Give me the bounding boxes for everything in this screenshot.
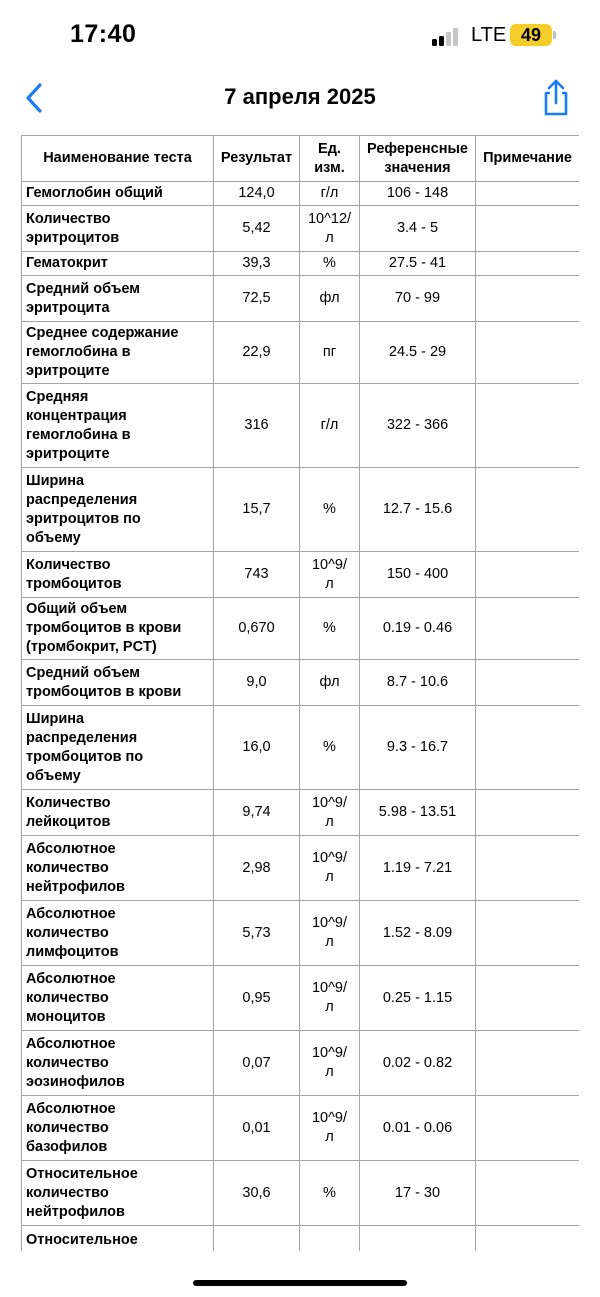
unit-line: %: [323, 1184, 336, 1201]
test-name-cell: [22, 706, 214, 790]
note-cell: [476, 252, 580, 276]
note-cell: [476, 322, 580, 384]
test-name-line: гемоглобина в: [26, 426, 131, 443]
note-cell: [476, 1161, 580, 1226]
unit-line: л: [325, 999, 334, 1015]
result-cell: 743: [214, 552, 300, 598]
unit-line: л: [325, 1064, 334, 1080]
note-cell: [476, 1096, 580, 1161]
column-header-reference: Референсные значения: [360, 136, 476, 182]
unit-line: л: [325, 813, 334, 830]
test-name-cell: [22, 206, 214, 252]
test-name-line: тромбоцитов в крови: [26, 620, 182, 636]
test-name-line: Абсолютное: [26, 970, 116, 987]
test-name-line: базофилов: [26, 1138, 108, 1155]
test-name-cell: [22, 836, 214, 901]
share-button[interactable]: [538, 78, 574, 118]
test-name-line: Количество: [26, 794, 111, 811]
unit-line: г/л: [320, 185, 339, 201]
unit-cell: [300, 276, 360, 322]
column-header-note: Примечание: [476, 136, 580, 182]
table-row: [22, 598, 580, 660]
result-cell: 5,73: [214, 901, 300, 966]
unit-cell: [300, 206, 360, 252]
unit-line: 10^9/: [311, 556, 348, 573]
test-name-line: эритроцитов по: [26, 510, 141, 527]
unit-line: %: [323, 501, 336, 517]
test-name-line: лимфоцитов: [26, 943, 119, 960]
unit-line: л: [325, 229, 334, 246]
result-cell: 9,0: [214, 660, 300, 706]
result-cell: 15,7: [214, 468, 300, 552]
share-icon: [538, 78, 574, 118]
note-cell: [476, 1031, 580, 1096]
network-type: LTE: [471, 24, 507, 46]
table-row: [22, 384, 580, 468]
unit-line: фл: [319, 290, 340, 306]
test-name-cell: [22, 966, 214, 1031]
unit-cell: [300, 1226, 360, 1252]
table-row: [22, 790, 580, 836]
status-bar: [0, 0, 600, 70]
unit-cell: [300, 384, 360, 468]
test-name-line: лейкоцитов: [26, 813, 111, 830]
unit-cell: [300, 1161, 360, 1226]
test-name-line: объему: [26, 767, 81, 784]
unit-line: пг: [322, 344, 337, 360]
note-cell: [476, 598, 580, 660]
table-row: [22, 468, 580, 552]
test-name-line: эритроците: [26, 363, 110, 379]
result-cell: 2,98: [214, 836, 300, 901]
note-cell: [476, 901, 580, 966]
result-cell: 0,01: [214, 1096, 300, 1161]
table-row: [22, 1031, 580, 1096]
test-name-cell: [22, 468, 214, 552]
table-row: [22, 252, 580, 276]
reference-cell: 8.7 - 10.6: [360, 660, 476, 706]
reference-cell: [360, 1226, 476, 1252]
unit-cell: [300, 552, 360, 598]
unit-line: %: [323, 255, 336, 271]
unit-cell: [300, 836, 360, 901]
note-cell: [476, 552, 580, 598]
note-cell: [476, 836, 580, 901]
test-name-line: гемоглобина в: [26, 344, 131, 360]
unit-line: л: [325, 575, 334, 592]
table-row: [22, 552, 580, 598]
test-name-line: Количество: [26, 556, 111, 573]
result-cell: 9,74: [214, 790, 300, 836]
reference-cell: 5.98 - 13.51: [360, 790, 476, 836]
column-header-result: Результат: [214, 136, 300, 182]
test-name-line: эритроците: [26, 445, 110, 462]
result-cell: 0,670: [214, 598, 300, 660]
table-row: [22, 1161, 580, 1226]
test-name-cell: [22, 660, 214, 706]
test-name-line: количество: [26, 859, 109, 876]
test-name-cell: [22, 252, 214, 276]
test-name-line: эозинофилов: [26, 1073, 125, 1090]
test-name-line: Абсолютное: [26, 840, 116, 857]
battery-icon: 49: [510, 24, 552, 46]
unit-line: 10^9/: [311, 1045, 348, 1061]
test-name-line: количество: [26, 924, 109, 941]
unit-cell: [300, 468, 360, 552]
table-row: [22, 322, 580, 384]
unit-cell: [300, 598, 360, 660]
table-header-row: [22, 136, 580, 182]
unit-cell: [300, 1096, 360, 1161]
result-cell: 30,6: [214, 1161, 300, 1226]
results-table-container[interactable]: [21, 135, 579, 1251]
result-cell: 124,0: [214, 182, 300, 206]
table-body: [22, 182, 580, 1252]
test-name-line: распределения: [26, 491, 138, 508]
unit-line: 10^9/: [311, 794, 348, 811]
navigation-bar: [0, 75, 600, 120]
table-row: [22, 182, 580, 206]
test-name-cell: [22, 1226, 214, 1252]
test-name-line: количество: [26, 1184, 109, 1201]
test-name-cell: [22, 790, 214, 836]
test-name-line: тромбоцитов в крови: [26, 683, 182, 700]
signal-strength-icon: [432, 26, 464, 46]
table-row: [22, 706, 580, 790]
table-row: [22, 1226, 580, 1252]
result-cell: 22,9: [214, 322, 300, 384]
table-row: [22, 836, 580, 901]
test-name-line: нейтрофилов: [26, 1203, 125, 1220]
unit-cell: [300, 901, 360, 966]
test-name-line: Количество: [26, 210, 111, 227]
result-cell: 72,5: [214, 276, 300, 322]
reference-cell: 322 - 366: [360, 384, 476, 468]
table-row: [22, 901, 580, 966]
note-cell: [476, 182, 580, 206]
result-cell: [214, 1226, 300, 1252]
unit-line: 10^9/: [311, 915, 348, 931]
test-name-line: тромбоцитов по: [26, 748, 144, 765]
test-name-line: Средняя: [26, 388, 89, 405]
test-name-line: Средний объем: [26, 280, 141, 297]
unit-cell: [300, 660, 360, 706]
note-cell: [476, 206, 580, 252]
result-cell: 0,95: [214, 966, 300, 1031]
test-name-line: Абсолютное: [26, 1035, 116, 1052]
unit-cell: [300, 1031, 360, 1096]
table-row: [22, 660, 580, 706]
column-header-unit: Ед. изм.: [300, 136, 360, 182]
test-name-line: Гемоглобин общий: [26, 185, 163, 201]
reference-cell: 3.4 - 5: [360, 206, 476, 252]
table-row: [22, 966, 580, 1031]
unit-cell: [300, 790, 360, 836]
table-row: [22, 206, 580, 252]
note-cell: [476, 660, 580, 706]
test-name-line: Ширина: [26, 472, 85, 489]
note-cell: [476, 966, 580, 1031]
reference-cell: 0.19 - 0.46: [360, 598, 476, 660]
test-name-line: Средний объем: [26, 664, 141, 681]
result-cell: 5,42: [214, 206, 300, 252]
unit-line: фл: [319, 674, 340, 690]
table-row: [22, 276, 580, 322]
status-time: 17:40: [70, 20, 137, 48]
test-name-cell: [22, 1031, 214, 1096]
column-header-test-name: Наименование теста: [22, 136, 214, 182]
reference-cell: 0.01 - 0.06: [360, 1096, 476, 1161]
table-row: [22, 1096, 580, 1161]
test-name-cell: [22, 901, 214, 966]
test-name-line: Ширина: [26, 710, 85, 727]
reference-cell: 70 - 99: [360, 276, 476, 322]
unit-cell: [300, 182, 360, 206]
unit-cell: [300, 322, 360, 384]
result-cell: 316: [214, 384, 300, 468]
test-name-line: Среднее содержание: [26, 325, 179, 341]
test-name-line: Абсолютное: [26, 1100, 116, 1117]
test-name-cell: [22, 276, 214, 322]
note-cell: [476, 384, 580, 468]
reference-cell: 106 - 148: [360, 182, 476, 206]
test-name-line: (тромбокрит, PCT): [26, 639, 157, 655]
battery-tip: [553, 31, 556, 39]
reference-cell: 12.7 - 15.6: [360, 468, 476, 552]
home-indicator[interactable]: [193, 1280, 407, 1286]
reference-cell: 150 - 400: [360, 552, 476, 598]
unit-cell: [300, 252, 360, 276]
unit-line: 10^9/: [311, 850, 348, 866]
unit-line: 10^12/: [307, 210, 352, 227]
results-table: [21, 135, 579, 1251]
unit-line: 10^9/: [311, 1110, 348, 1126]
test-name-line: эритроцита: [26, 299, 110, 316]
page-title: 7 апреля 2025: [224, 84, 376, 109]
test-name-line: эритроцитов: [26, 229, 120, 246]
test-name-cell: [22, 1096, 214, 1161]
reference-cell: 1.52 - 8.09: [360, 901, 476, 966]
test-name-line: количество: [26, 1054, 109, 1071]
result-cell: 16,0: [214, 706, 300, 790]
reference-cell: 24.5 - 29: [360, 322, 476, 384]
test-name-line: нейтрофилов: [26, 878, 125, 895]
unit-cell: [300, 706, 360, 790]
test-name-line: количество: [26, 989, 109, 1006]
test-name-line: Гематокрит: [26, 255, 108, 271]
test-name-line: объему: [26, 529, 81, 546]
result-cell: 0,07: [214, 1031, 300, 1096]
test-name-line: Абсолютное: [26, 905, 116, 922]
test-name-line: Относительное: [26, 1232, 138, 1248]
reference-cell: 9.3 - 16.7: [360, 706, 476, 790]
test-name-cell: [22, 1161, 214, 1226]
note-cell: [476, 468, 580, 552]
test-name-cell: [22, 552, 214, 598]
unit-line: л: [325, 1129, 334, 1145]
test-name-line: тромбоцитов: [26, 575, 122, 592]
reference-cell: 0.02 - 0.82: [360, 1031, 476, 1096]
unit-line: %: [323, 620, 336, 636]
reference-cell: 1.19 - 7.21: [360, 836, 476, 901]
test-name-cell: [22, 598, 214, 660]
reference-cell: 27.5 - 41: [360, 252, 476, 276]
note-cell: [476, 706, 580, 790]
note-cell: [476, 276, 580, 322]
unit-line: л: [325, 869, 334, 885]
note-cell: [476, 790, 580, 836]
note-cell: [476, 1226, 580, 1252]
unit-cell: [300, 966, 360, 1031]
reference-cell: 0.25 - 1.15: [360, 966, 476, 1031]
unit-line: л: [325, 934, 334, 950]
unit-line: г/л: [320, 417, 339, 433]
test-name-line: распределения: [26, 729, 138, 746]
test-name-line: концентрация: [26, 407, 127, 424]
test-name-line: количество: [26, 1119, 109, 1136]
unit-line: %: [323, 739, 336, 755]
test-name-cell: [22, 384, 214, 468]
unit-line: 10^9/: [311, 980, 348, 996]
test-name-cell: [22, 322, 214, 384]
test-name-cell: [22, 182, 214, 206]
result-cell: 39,3: [214, 252, 300, 276]
test-name-line: Общий объем: [26, 601, 128, 617]
reference-cell: 17 - 30: [360, 1161, 476, 1226]
test-name-line: моноцитов: [26, 1008, 106, 1025]
test-name-line: Относительное: [26, 1165, 138, 1182]
